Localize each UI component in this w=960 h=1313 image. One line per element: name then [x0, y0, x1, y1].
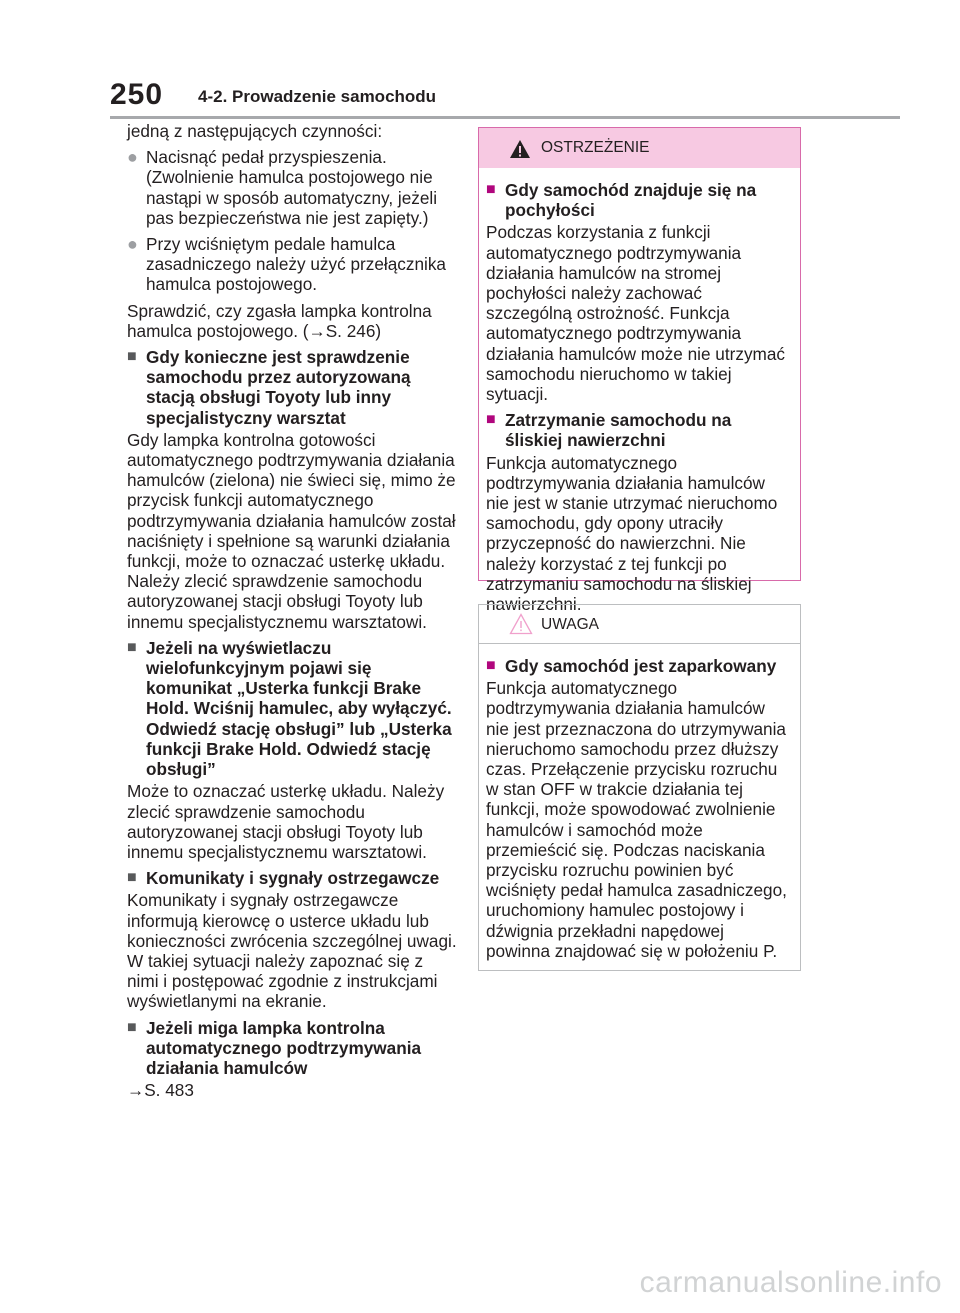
- warning-title: OSTRZEŻENIE: [541, 139, 650, 156]
- section-title: 4-2. Prowadzenie samochodu: [198, 87, 437, 106]
- bullet-item: ● Przy wciśniętym pedale hamulca zasadniczego należy użyć przełącznika hamulca postojowego.: [127, 234, 446, 295]
- section-body: Gdy lampka kontrolna gotowości automatycznego podtrzymywania działania hamulców (zielona) nie świeci się, mimo że przycisk funkcji automatycznego podtrzymywania działania hamulców został naciśnięty i spełnione są warunki działania funkcji, może to oznaczać usterkę układu. Należy zlecić sprawdzenie samochodu autoryzowanej stacji obsługi Toyoty lub innemu specjalistycznemu warsztatowi.: [127, 429, 456, 632]
- section-body: Komunikaty i sygnały ostrzegawcze informują kierowcę o usterce układu lub konieczności zwrócenia szczególnej uwagi. W takiej sytuacji należy zapoznać się z nimi i postępować zgodnie z instrukcjami wyświetlanymi na ekranie.: [127, 890, 457, 1012]
- caution-heading: ■ Gdy samochód jest zaparkowany: [486, 656, 777, 676]
- check-text: Sprawdzić, czy zgasła lampka kontrolna hamulca postojowego. (→S. 246): [127, 300, 432, 341]
- bullet-dot-icon: ●: [127, 234, 138, 255]
- square-bullet-icon: ■: [486, 657, 496, 674]
- square-bullet-icon: ■: [127, 348, 137, 366]
- warning-body: [479, 168, 800, 614]
- section-heading: ■ Komunikaty i sygnały ostrzegawcze: [127, 868, 440, 889]
- intro-text: jedną z następujących czynności:: [127, 121, 383, 141]
- section-heading: ■ Jeżeli miga lampka kontrolna automatycznego podtrzymywania działania hamulców: [127, 1017, 422, 1078]
- section-body: →S. 483: [127, 1080, 194, 1101]
- warning-triangle-icon: [509, 139, 531, 159]
- warning-text: Podczas korzystania z funkcji automatycznego podtrzymywania działania hamulców na stromej pochyłości należy zachować szczególną ostrożność. Funkcja automatycznego podtrzymywania działania hamulców może nie utrzymać samochodu nieruchomo w takiej sytuacji.: [486, 222, 786, 405]
- warning-box: [478, 127, 801, 615]
- warning-text: Funkcja automatycznego podtrzymywania działania hamulców nie jest w stanie utrzymać nieruchomo samochodu, gdy opony utraciły przyczepność do nawierzchni. Nie należy korzystać z tej funkcji po zatrzymaniu samochodu na śliskiej nawierzchni.: [486, 452, 778, 615]
- page-number: 250: [110, 78, 164, 111]
- caution-box: [478, 604, 801, 971]
- caution-title: UWAGA: [541, 616, 599, 633]
- section-heading: ■ Gdy konieczne jest sprawdzenie samochodu przez autoryzowaną stacją obsługi Toyoty lub inny specjalistyczny warsztat: [127, 347, 411, 428]
- warning-header: [479, 128, 800, 168]
- caution-header: [479, 605, 800, 644]
- bullet-dot-icon: ●: [127, 147, 138, 168]
- section-body: Może to oznaczać usterkę układu. Należy zlecić sprawdzenie samochodu autoryzowanej stacji obsługi Toyoty lub innemu specjalistycznemu warsztatowi.: [127, 781, 445, 862]
- square-bullet-icon: ■: [486, 181, 496, 198]
- page-header: [110, 78, 900, 112]
- section-heading: ■ Jeżeli na wyświetlaczu wielofunkcyjnym pojawi się komunikat „Usterka funkcji Brake Hold. Wciśnij hamulec, aby wyłączyć. Odwiedź stację obsługi” lub „Usterka funkcji Brake Hold. Odwiedź stację obsługi”: [127, 637, 452, 780]
- header-divider: [110, 116, 900, 119]
- bullet-item: ● Nacisnąć pedał przyspieszenia. (Zwolnienie hamulca postojowego nie nastąpi w sposób automatyczny, jeżeli pas bezpieczeństwa nie jest zapięty.): [127, 147, 438, 228]
- warning-heading: ■ Gdy samochód znajduje się na pochyłości: [486, 180, 757, 221]
- left-column: [127, 121, 457, 1106]
- warning-heading: ■ Zatrzymanie samochodu na śliskiej nawierzchni: [486, 410, 732, 451]
- caution-triangle-icon: [509, 613, 533, 635]
- square-bullet-icon: ■: [486, 411, 496, 429]
- square-bullet-icon: ■: [127, 869, 137, 887]
- caution-text: Funkcja automatycznego podtrzymywania działania hamulców nie jest przeznaczona do utrzymywania nieruchomo samochodu przez dłuższy czas. Przełączenie przycisku rozruchu w stan OFF w trakcie działania tej funkcji, może spowodować zwolnienie hamulców i samochód może przemieścić się. Podczas naciskania przycisku rozruchu powinien być wciśnięty pedał hamulca zasadniczego, uruchomiony hamulec postojowy i dźwignia przekładni napędowej powinna znajdować się w położeniu P.: [486, 678, 787, 961]
- square-bullet-icon: ■: [127, 638, 137, 656]
- watermark: carmanualsonline.info: [639, 1266, 942, 1299]
- caution-body: [479, 644, 800, 961]
- square-bullet-icon: ■: [127, 1018, 137, 1036]
